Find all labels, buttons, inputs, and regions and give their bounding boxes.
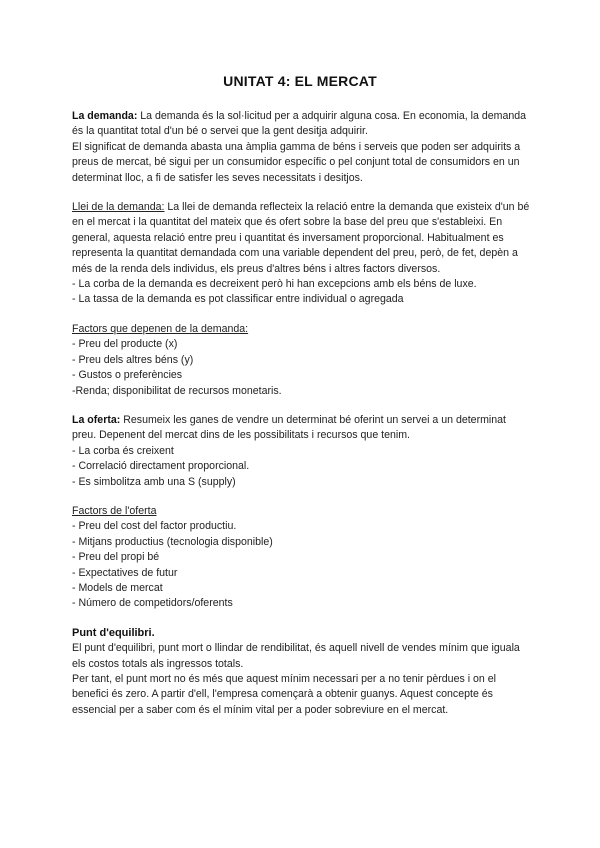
demand-paragraph-2: El significat de demanda abasta una àmplia gamma de béns i serveis que poden ser adquirits a preus de mercat, bé sigui per un consumidor específic o pel conjunt total de consumidors en un determinat lloc, a fi de satisfer les seves necessitats i desitjos. [72, 140, 521, 184]
equilibrium-paragraph-1: El punt d'equilibri, punt mort o llindar de rendibilitat, és aquell nivell de vendes mínim que iguala els costos totals als ingressos totals. [72, 642, 520, 670]
list-item: - Es simbolitza amb una S (supply) [72, 475, 236, 488]
list-item: - Expectatives de futur [72, 566, 178, 579]
equilibrium-heading: Punt d'equilibri. [72, 626, 155, 639]
supply-factors-heading: Factors de l'oferta [72, 504, 157, 517]
list-item: - La corba de la demanda es decreixent però hi han excepcions amb els béns de luxe. [72, 278, 477, 291]
list-item: - Preu dels altres béns (y) [72, 353, 194, 366]
equilibrium-section [72, 626, 532, 718]
demand-section [72, 109, 532, 186]
supply-section [72, 413, 532, 490]
list-item: - Preu del cost del factor productiu. [72, 520, 237, 533]
page-title: UNITAT 4: EL MERCAT [223, 73, 377, 89]
document-body [72, 109, 532, 732]
supply-label: La oferta: [72, 413, 121, 426]
law-paragraph [72, 200, 532, 277]
law-text: La llei de demanda reflecteix la relació entre la demanda que existeix d'un bé en el mercat i la quantitat del mateix que és ofert sobre la base del preu que s'estableixi. En general, aquesta relació entre preu i quantitat és inversament proporcional. Habitualment es representa la quantitat demandada com una variable dependent del preu, però, de fet, depèn a més de la renda dels individus, els preus d'altres béns i altres factors diversos. [72, 201, 530, 275]
list-item: - Mitjans productius (tecnologia disponible) [72, 535, 273, 548]
list-item: - Gustos o preferències [72, 369, 183, 382]
list-item: - Número de competidors/oferents [72, 597, 233, 610]
list-item: - Models de mercat [72, 581, 163, 594]
demand-paragraph [72, 109, 532, 140]
list-item: - Correlació directament proporcional. [72, 460, 250, 473]
supply-factors-section [72, 504, 532, 612]
list-item: - La corba és creixent [72, 444, 174, 457]
list-item: - Preu del producte (x) [72, 338, 178, 351]
list-item: - Preu del propi bé [72, 551, 160, 564]
demand-factors-heading: Factors que depenen de la demanda: [72, 322, 249, 335]
list-item: - La tassa de la demanda es pot classificar entre individual o agregada [72, 293, 404, 306]
supply-paragraph [72, 413, 532, 444]
demand-factors-section [72, 322, 532, 399]
supply-text: Resumeix les ganes de vendre un determinat bé oferint un servei a un determinat preu. Depenent del mercat dins de les possibilitats i recursos que tenim. [72, 413, 506, 442]
demand-label: La demanda: [72, 110, 138, 122]
equilibrium-paragraph-2: Per tant, el punt mort no és més que aquest mínim necessari per a no tenir pèrdues i on el benefici és zero. A partir d'ell, l'empresa començarà a obtenir guanys. Aquest concepte és essencial per a saber com és el mínim vital per a poder sobreviure en el mercat. [72, 673, 496, 716]
demand-text: La demanda és la sol·licitud per a adquirir alguna cosa. En economia, la demanda és la quantitat total d'un bé o servei que la gent desitja adquirir. [72, 110, 527, 138]
law-label: Llei de la demanda: [72, 201, 165, 214]
list-item: -Renda; disponibilitat de recursos monetaris. [72, 384, 282, 397]
law-section [72, 200, 532, 308]
